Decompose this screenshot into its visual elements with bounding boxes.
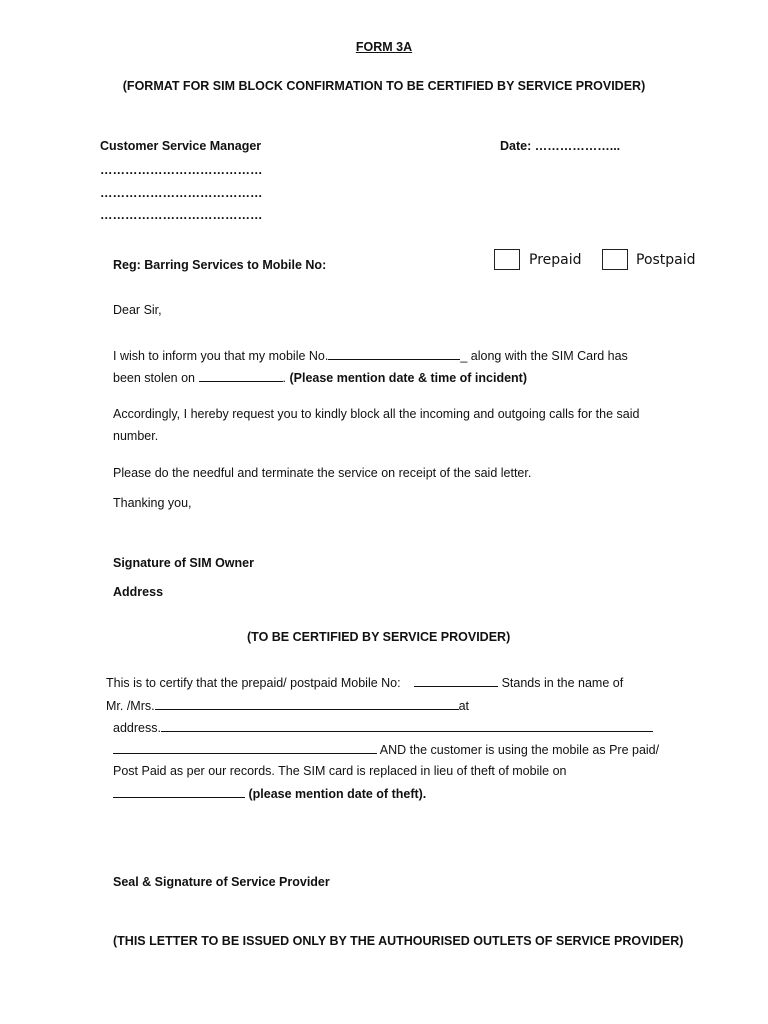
address-line-3: ………………………………… [100, 208, 263, 222]
cert-mobile-blank[interactable] [414, 675, 498, 687]
form-subtitle: (FORMAT FOR SIM BLOCK CONFIRMATION TO BE CERTIFIED BY SERVICE PROVIDER) [122, 79, 646, 93]
letter-p2-line2: number. [113, 429, 159, 443]
address-label: Address [113, 585, 164, 599]
cert-line-3 [113, 720, 653, 735]
cert-line-5: Post Paid as per our records. The SIM card is replaced in lieu of theft of mobile on [113, 764, 567, 778]
cert-line6-bold: (please mention date of theft). [248, 787, 427, 801]
postpaid-checkbox[interactable] [602, 249, 628, 270]
salutation: Dear Sir, [113, 303, 162, 317]
cert-line-4 [113, 742, 659, 757]
mobile-number-blank[interactable] [328, 348, 460, 360]
cert-line1-start: This is to certify that the prepaid/ postpaid Mobile No: [106, 676, 401, 690]
postpaid-label: Postpaid [636, 252, 696, 268]
address-line-2: ………………………………… [100, 186, 263, 200]
cert-line-6 [113, 786, 426, 801]
p1-line1-end: _ along with the SIM Card has [460, 349, 628, 363]
regarding-label: Reg: Barring Services to Mobile No: [113, 258, 327, 272]
p1-line1-start: I wish to inform you that my mobile No. [113, 349, 329, 363]
p1-line2-start: been stolen on [113, 371, 196, 385]
date-field: Date: ………………... [500, 139, 621, 153]
cert-name-blank[interactable] [155, 698, 459, 710]
certification-heading: (TO BE CERTIFIED BY SERVICE PROVIDER) [247, 630, 511, 644]
prepaid-checkbox[interactable] [494, 249, 520, 270]
letter-p1-line1 [113, 348, 628, 363]
prepaid-label: Prepaid [529, 252, 582, 268]
theft-date-blank[interactable] [113, 786, 245, 798]
p1-line2-dot: . [282, 371, 286, 385]
cert-line2-start: Mr. /Mrs. [106, 699, 155, 713]
letter-p1-line2 [113, 370, 527, 385]
cert-line3-start: address. [113, 721, 161, 735]
letter-p2-line1: Accordingly, I hereby request you to kindly block all the incoming and outgoing calls for the said [113, 407, 640, 421]
p1-line2-bold: (Please mention date & time of incident) [289, 371, 528, 385]
cert-address-blank[interactable] [161, 720, 653, 732]
footer-note: (THIS LETTER TO BE ISSUED ONLY BY THE AUTHOURISED OUTLETS OF SERVICE PROVIDER) [113, 934, 684, 948]
cert-line1-end: Stands in the name of [501, 676, 624, 690]
cert-address-blank-2[interactable] [113, 742, 377, 754]
letter-p3: Please do the needful and terminate the service on receipt of the said letter. [113, 466, 532, 480]
cert-line4-end: AND the customer is using the mobile as Pre paid/ [379, 743, 660, 757]
signature-label: Signature of SIM Owner [113, 556, 254, 570]
closing: Thanking you, [113, 496, 192, 510]
addressee-title: Customer Service Manager [100, 139, 262, 153]
stolen-date-blank[interactable] [199, 370, 283, 382]
cert-line-1 [106, 675, 623, 690]
form-number: FORM 3A [355, 40, 413, 54]
seal-label: Seal & Signature of Service Provider [113, 875, 330, 889]
address-line-1: ………………………………… [100, 163, 263, 177]
cert-line2-end: at [458, 699, 470, 713]
cert-line-2 [106, 698, 469, 713]
